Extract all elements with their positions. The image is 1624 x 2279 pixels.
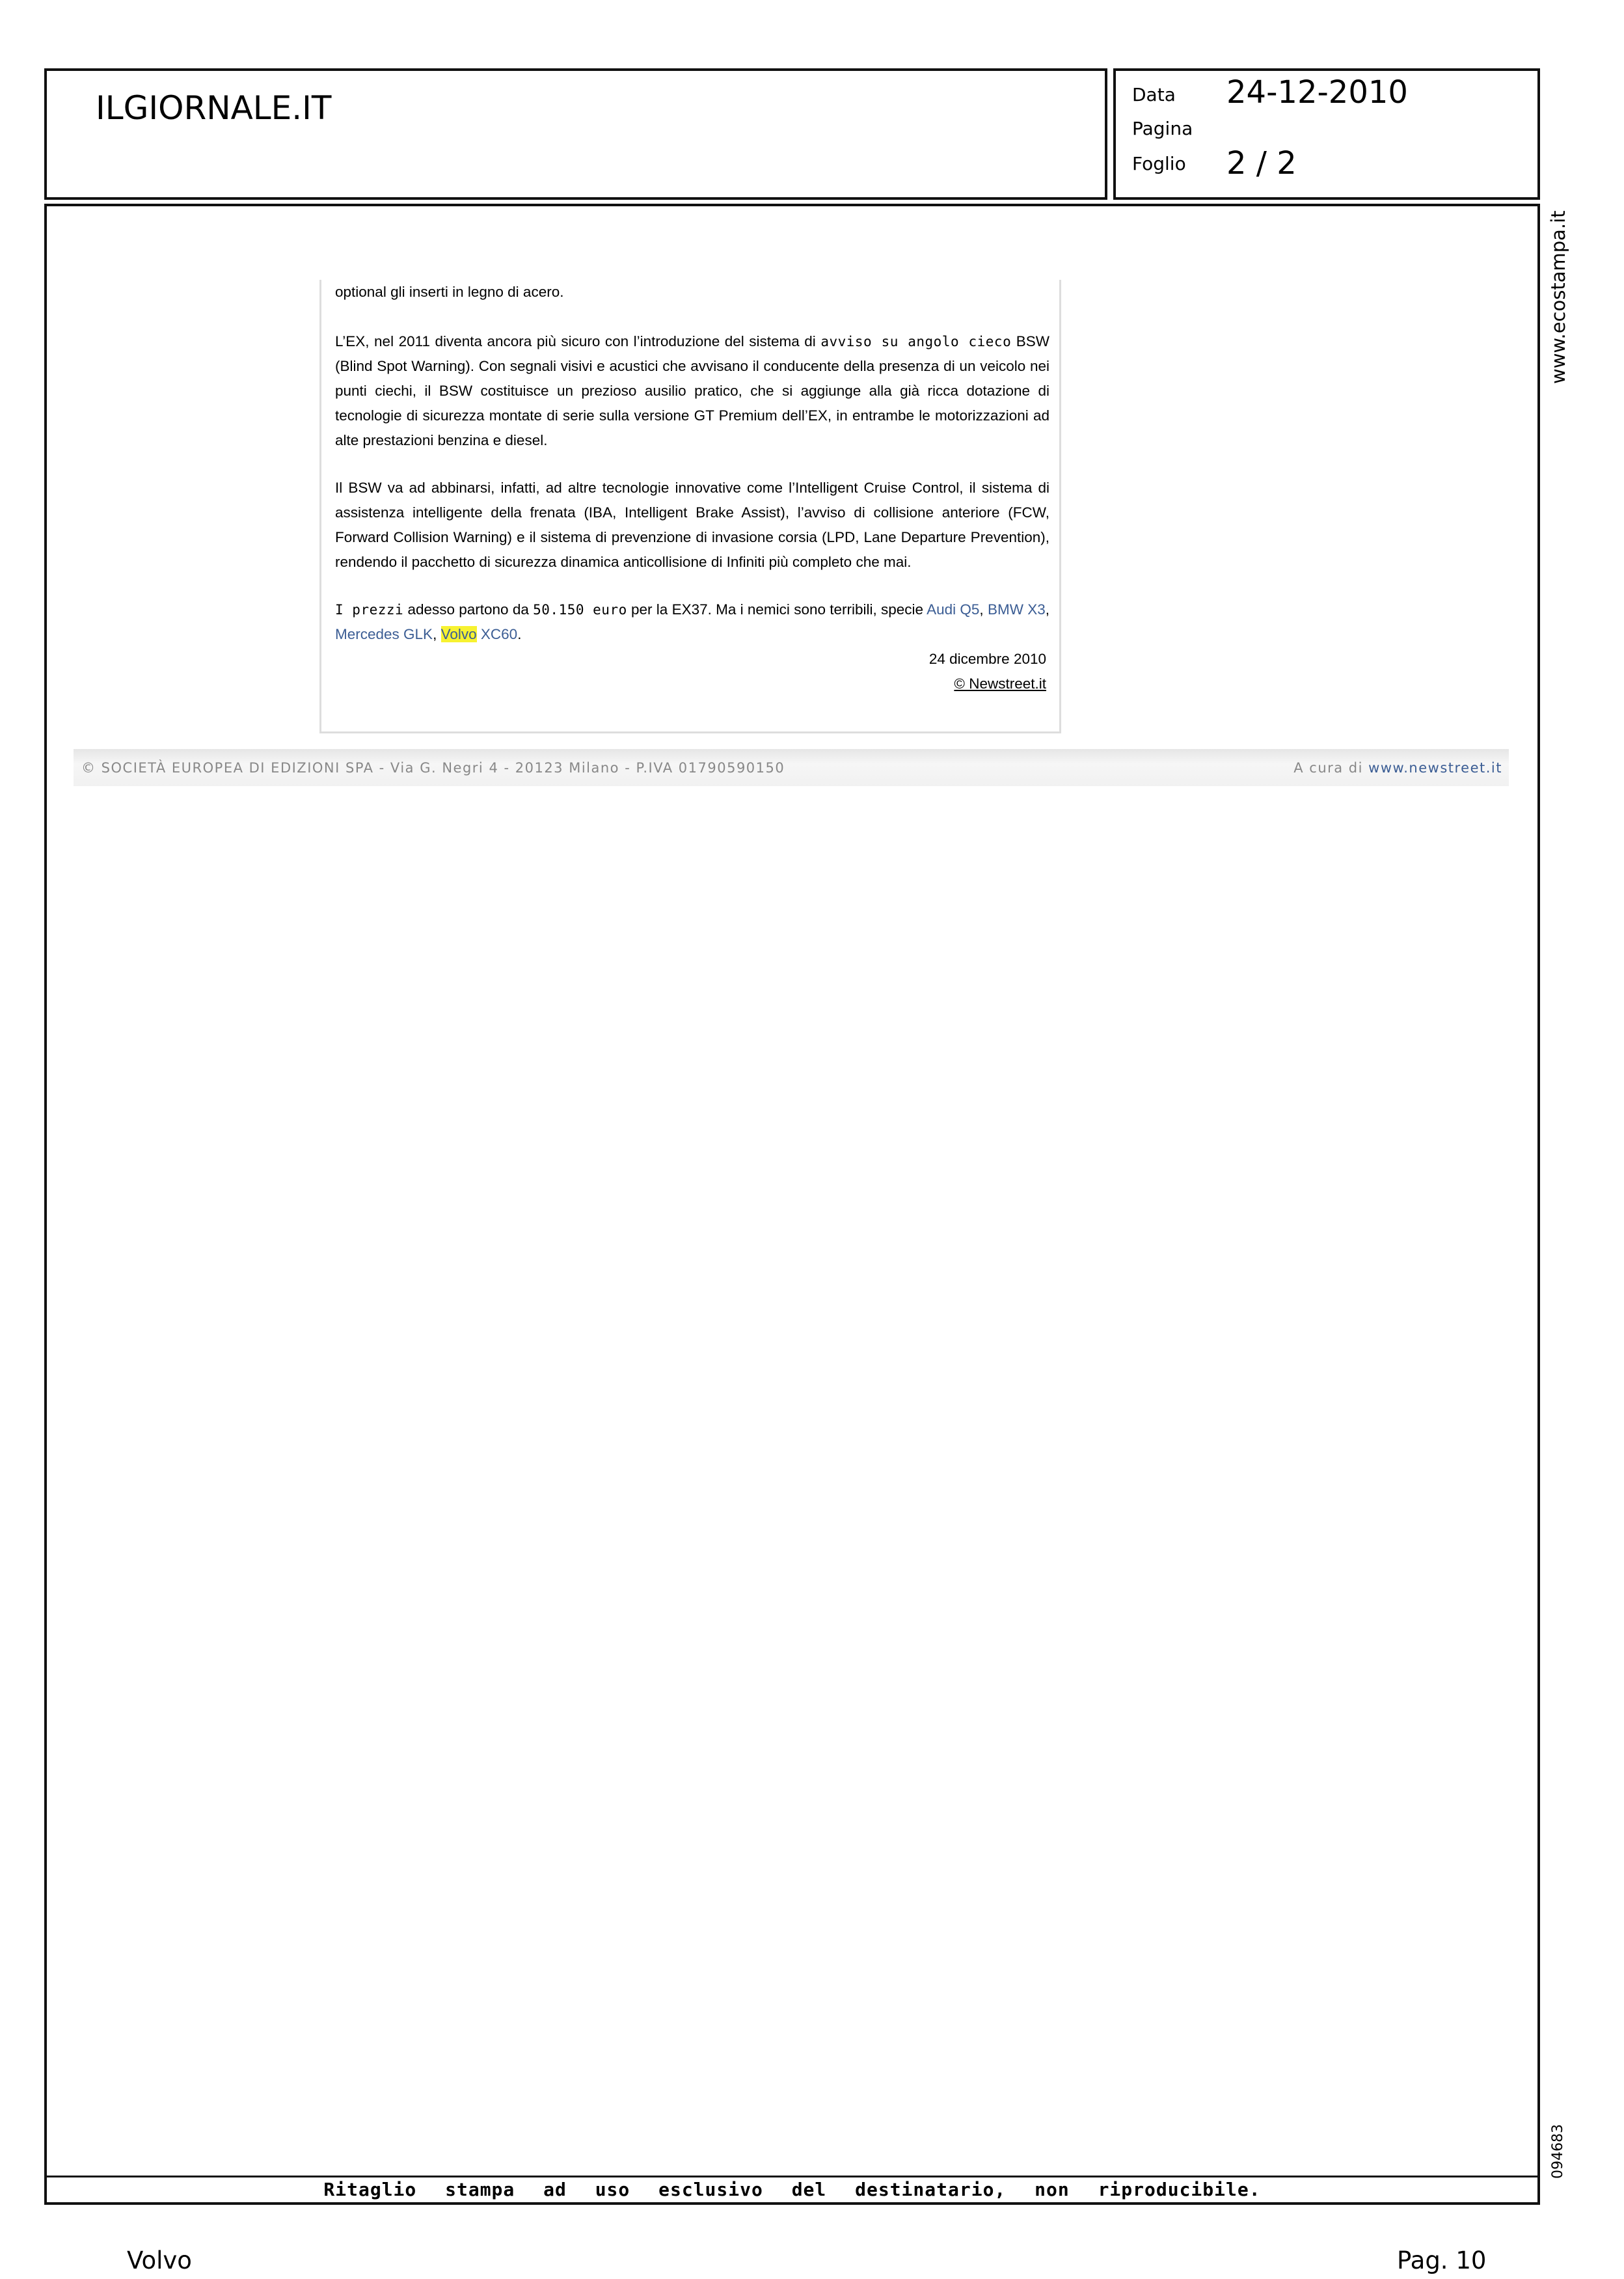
curated-by [1293, 760, 1502, 776]
foglio-value: 2 / 2 [1226, 145, 1297, 182]
foglio-label: Foglio [1132, 153, 1186, 174]
link-audi-q5[interactable]: Audi Q5 [927, 601, 980, 618]
paragraph-4-text-b: per la EX37. Ma i nemici sono terribili, specie [627, 601, 927, 618]
paragraph-4-end: . [517, 626, 522, 642]
pagina-label: Pagina [1132, 118, 1193, 139]
clipping-disclaimer: Ritaglio stampa ad uso esclusivo del destinatario, non riproducibile. [323, 2179, 1261, 2200]
link-xc60[interactable]: XC60 [480, 626, 518, 642]
prices-emphasis: I prezzi [335, 602, 404, 618]
article-date: 24 dicembre 2010 [928, 651, 1046, 667]
paragraph-1-text: optional gli inserti in legno di acero. [335, 284, 564, 300]
paragraph-4-text-a: adesso partono da [403, 601, 534, 618]
article-credit-link[interactable]: © Newstreet.it [954, 676, 1046, 692]
link-volvo-highlighted[interactable]: Volvo [440, 626, 477, 642]
separator: , [979, 601, 988, 618]
ecostampa-site-label: www.ecostampa.it [1547, 210, 1569, 384]
article-paragraph-4 [335, 597, 1049, 647]
publisher-footer [74, 749, 1509, 786]
article-paragraph-2 [335, 329, 1049, 453]
clipping-code: 094683 [1550, 2124, 1566, 2179]
price-emphasis: 50.150 euro [533, 602, 627, 618]
masthead: ILGIORNALE.IT [96, 89, 332, 127]
article-paragraph-3 [335, 476, 1049, 575]
article-paragraph-1 [335, 280, 1049, 305]
article-card [319, 280, 1061, 733]
separator: , [433, 626, 441, 642]
header-meta-box [1113, 68, 1540, 200]
data-value: 24-12-2010 [1226, 74, 1408, 111]
paragraph-3-text: Il BSW va ad abbinarsi, infatti, ad altre tecnologie innovative come l’Intelligent Cruise Control, il sistema di assistenza intelligente della frenata (IBA, Intelligent Brake Assist), l’avviso di collisione anteriore (FCW, Forward Collision Warning) e il sistema di prevenzione di invasione corsia (LPD, Lane Departure Prevention), rendendo il pacchetto di sicurezza dinamica anticollisione di Infiniti più completo che mai. [335, 480, 1049, 570]
page-number: Pag. 10 [1397, 2246, 1487, 2274]
data-label: Data [1132, 84, 1176, 105]
newstreet-link[interactable]: www.newstreet.it [1368, 760, 1502, 776]
paragraph-2-text-b: BSW (Blind Spot Warning). Con segnali visivi e acustici che avvisano il conducente della presenza di un veicolo nei punti ciechi, il BSW costituisce un prezioso ausilio pratico, che si aggiunge alla già ricca dotazione di tecnologie di sicurezza montate di serie sulla versione GT Premium dell’EX, in entrambe le motorizzazioni ad alte prestazioni benzina e diesel. [335, 333, 1049, 448]
paragraph-2-emphasis: avviso su angolo cieco [820, 334, 1012, 349]
link-bmw-x3[interactable]: BMW X3 [987, 601, 1046, 618]
publisher-info: © SOCIETÀ EUROPEA DI EDIZIONI SPA - Via G. Negri 4 - 20123 Milano - P.IVA 01790590150 [81, 760, 785, 776]
disclaimer-divider [44, 2176, 1540, 2177]
paragraph-2-text-a: L’EX, nel 2011 diventa ancora più sicuro con l’introduzione del sistema di [335, 333, 821, 349]
page-footer-topic: Volvo [127, 2246, 192, 2274]
curated-by-label: A cura di [1293, 760, 1369, 776]
separator: , [1045, 601, 1049, 618]
header-masthead-box [44, 68, 1107, 200]
link-mercedes-glk[interactable]: Mercedes GLK [335, 626, 433, 642]
